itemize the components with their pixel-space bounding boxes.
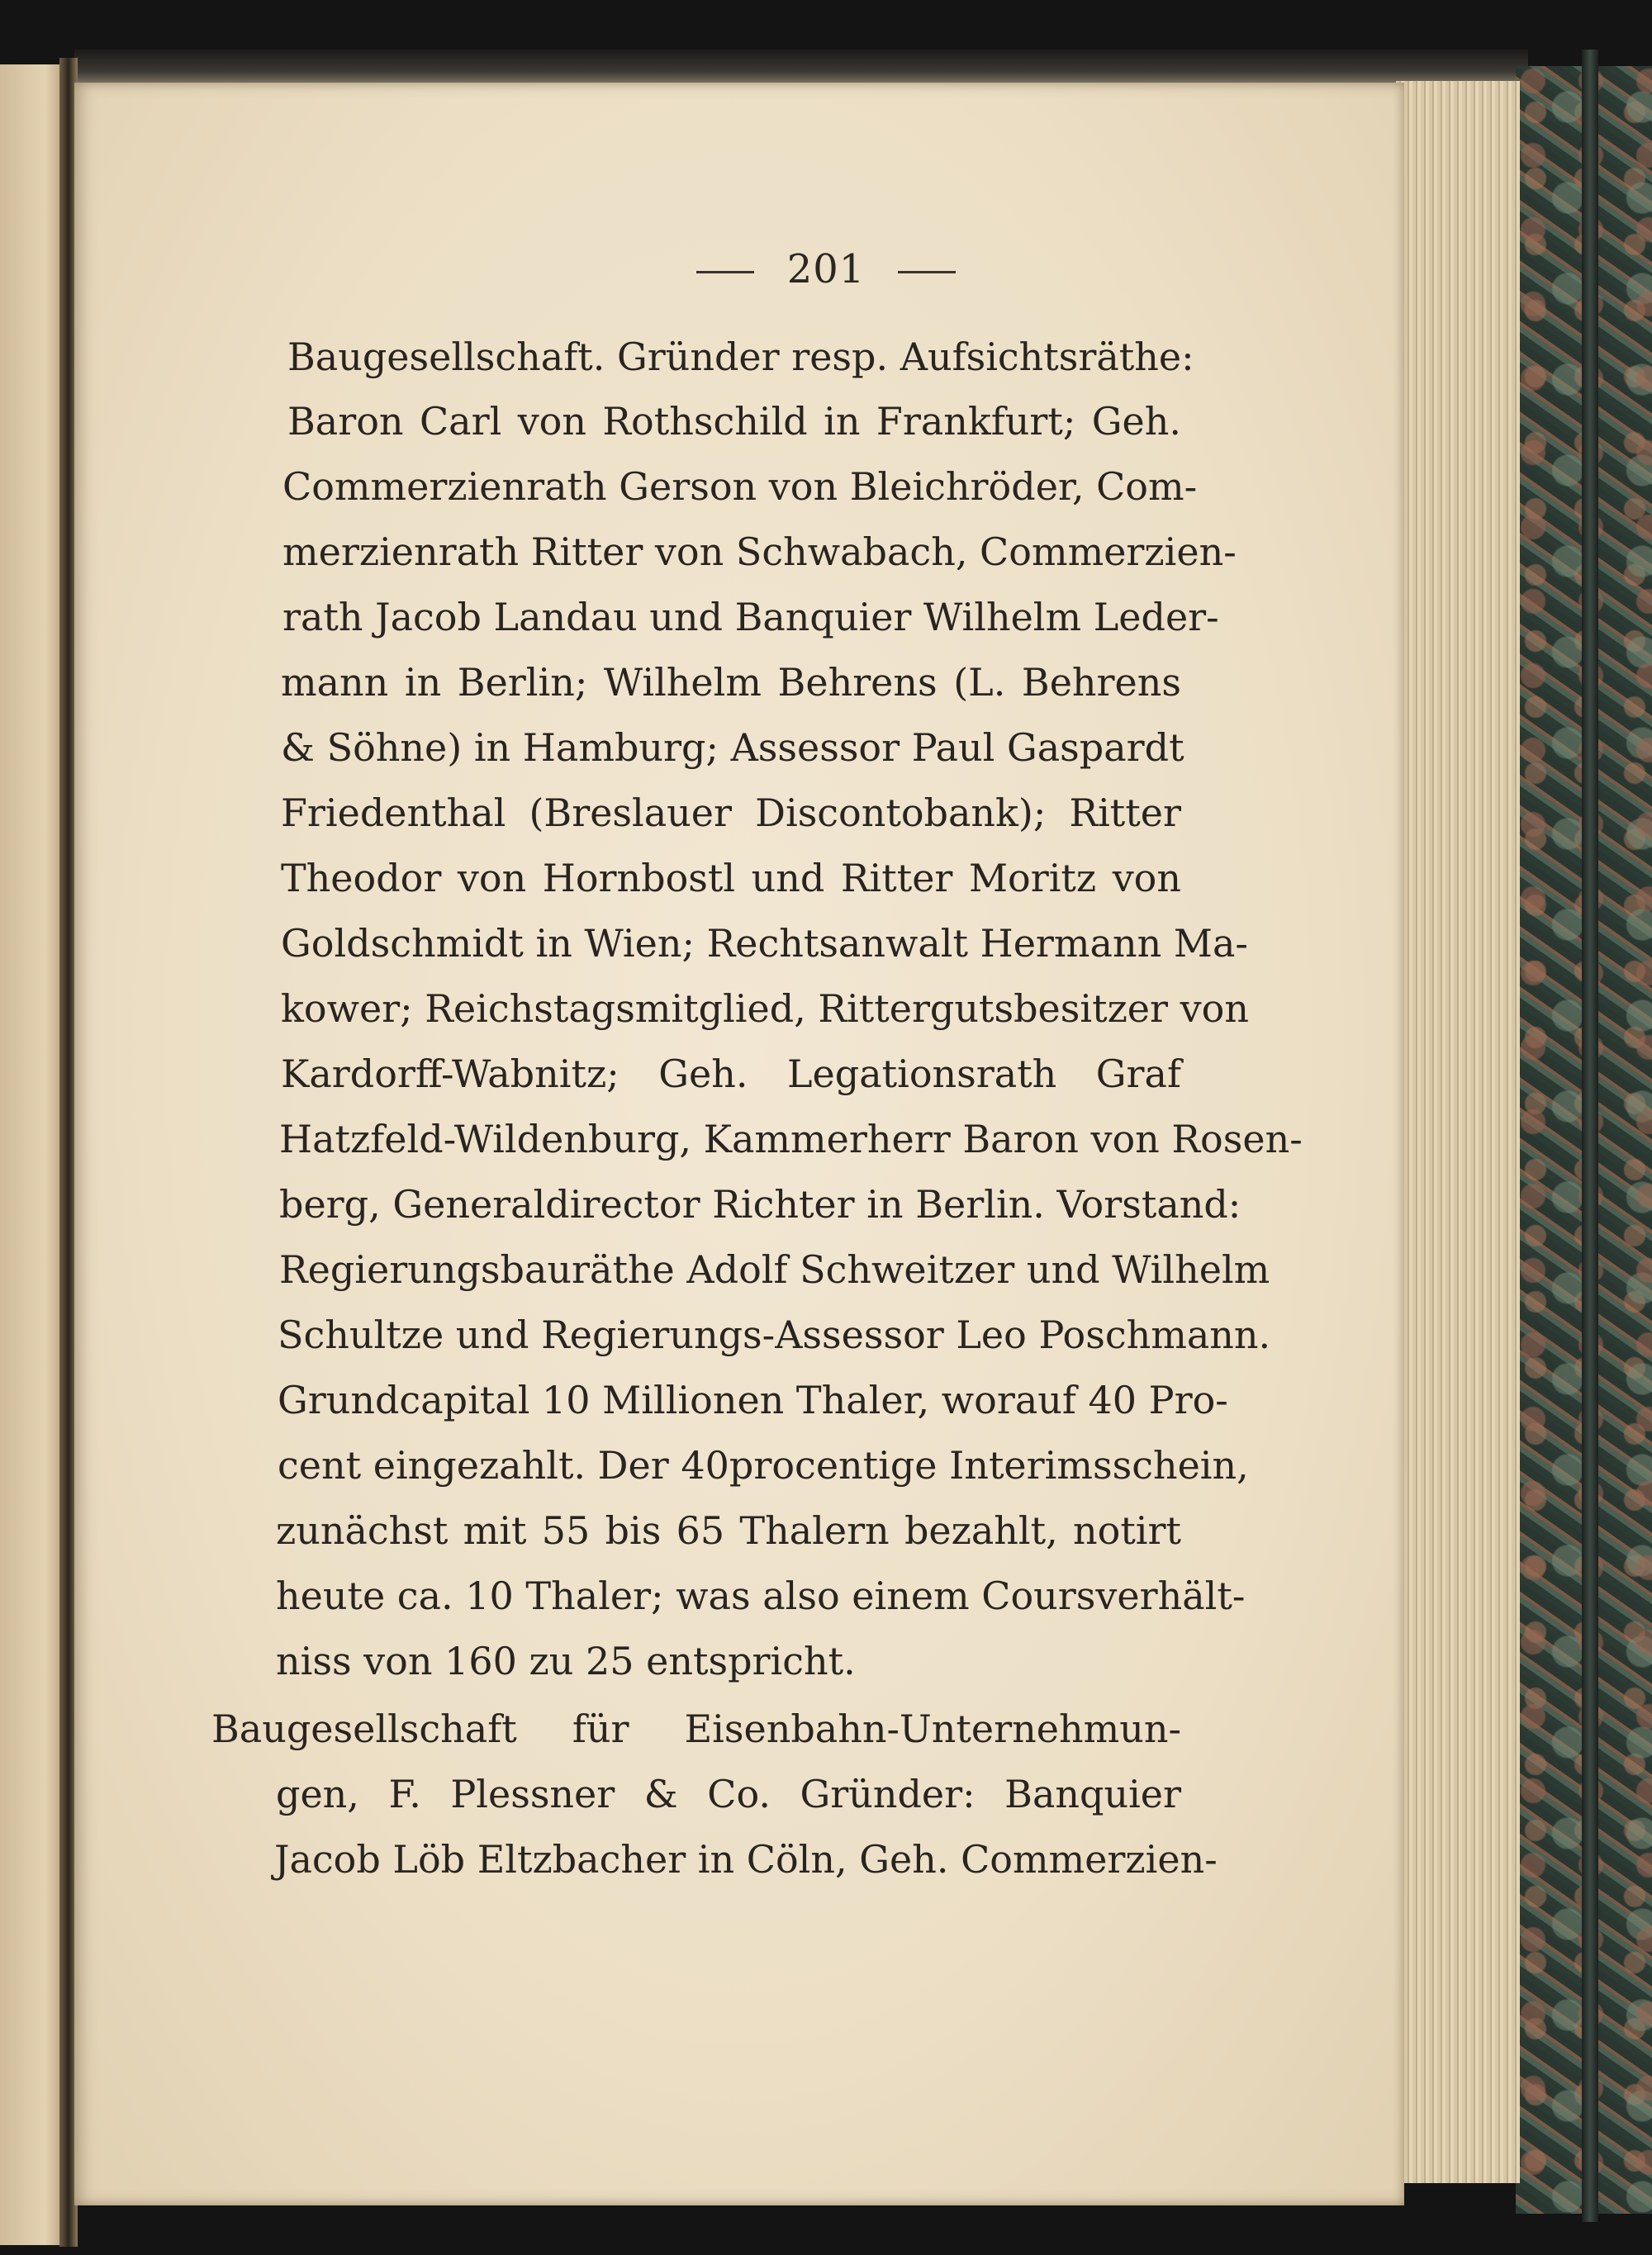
text-line: & Söhne) in Hamburg; Assessor Paul Gaspardt [281,725,1184,770]
cover-spine-edge [1582,50,1598,2222]
text-line: Hatzfeld-Wildenburg, Kammerherr Baron von Rosen- [279,1117,1303,1161]
text-line: Jacob Löb Eltzbacher in Cöln, Geh. Commerzien- [274,1837,1218,1882]
facing-page-edge [0,64,64,2245]
text-line: Baugesellschaft. Gründer resp. Aufsichtsräthe: [287,335,1194,379]
header-dash-right [898,271,956,273]
text-line: heute ca. 10 Thaler; was also einem Coursverhält- [276,1574,1246,1618]
text-line: gen, F. Plessner & Co. Gründer: Banquier [276,1772,1181,1816]
text-line: Grundcapital 10 Millionen Thaler, worauf 40 Pro- [278,1378,1228,1422]
text-line: Theodor von Hornbostl und Ritter Moritz von [281,856,1181,900]
text-line: Commerzienrath Gerson von Bleichröder, Com- [282,464,1198,509]
book-top-edge [74,50,1528,87]
text-line: kower; Reichstagsmitglied, Rittergutsbesitzer von [281,986,1249,1031]
text-line: mann in Berlin; Wilhelm Behrens (L. Behrens [281,660,1181,705]
page-block-edges [1396,81,1520,2183]
text-line: Regierungsbauräthe Adolf Schweitzer und Wilhelm [279,1247,1270,1292]
text-line: Kardorff-Wabnitz; Geh. Legationsrath Graf [281,1052,1181,1096]
page-header [0,246,1652,292]
text-line: Friedenthal (Breslauer Discontobank); Ritter [281,790,1181,835]
text-line: niss von 160 zu 25 entspricht. [276,1639,856,1683]
text-line: Baron Carl von Rothschild in Frankfurt; Geh. [287,399,1181,444]
text-line: merzienrath Ritter von Schwabach, Commerzien- [282,529,1237,574]
text-line: Goldschmidt in Wien; Rechtsanwalt Hermann Ma- [281,921,1248,966]
text-line: cent eingezahlt. Der 40procentige Interimsschein, [278,1443,1249,1488]
text-line: zunächst mit 55 bis 65 Thalern bezahlt, notirt [276,1508,1181,1553]
header-dash-left [696,271,754,273]
text-line: berg, Generaldirector Richter in Berlin. Vorstand: [279,1182,1241,1227]
text-line: rath Jacob Landau und Banquier Wilhelm Leder- [282,595,1219,639]
text-line: Schultze und Regierungs-Assessor Leo Poschmann. [278,1313,1271,1357]
text-line: Baugesellschaft für Eisenbahn-Unternehmun- [211,1707,1181,1751]
page-number: 201 [786,246,866,292]
